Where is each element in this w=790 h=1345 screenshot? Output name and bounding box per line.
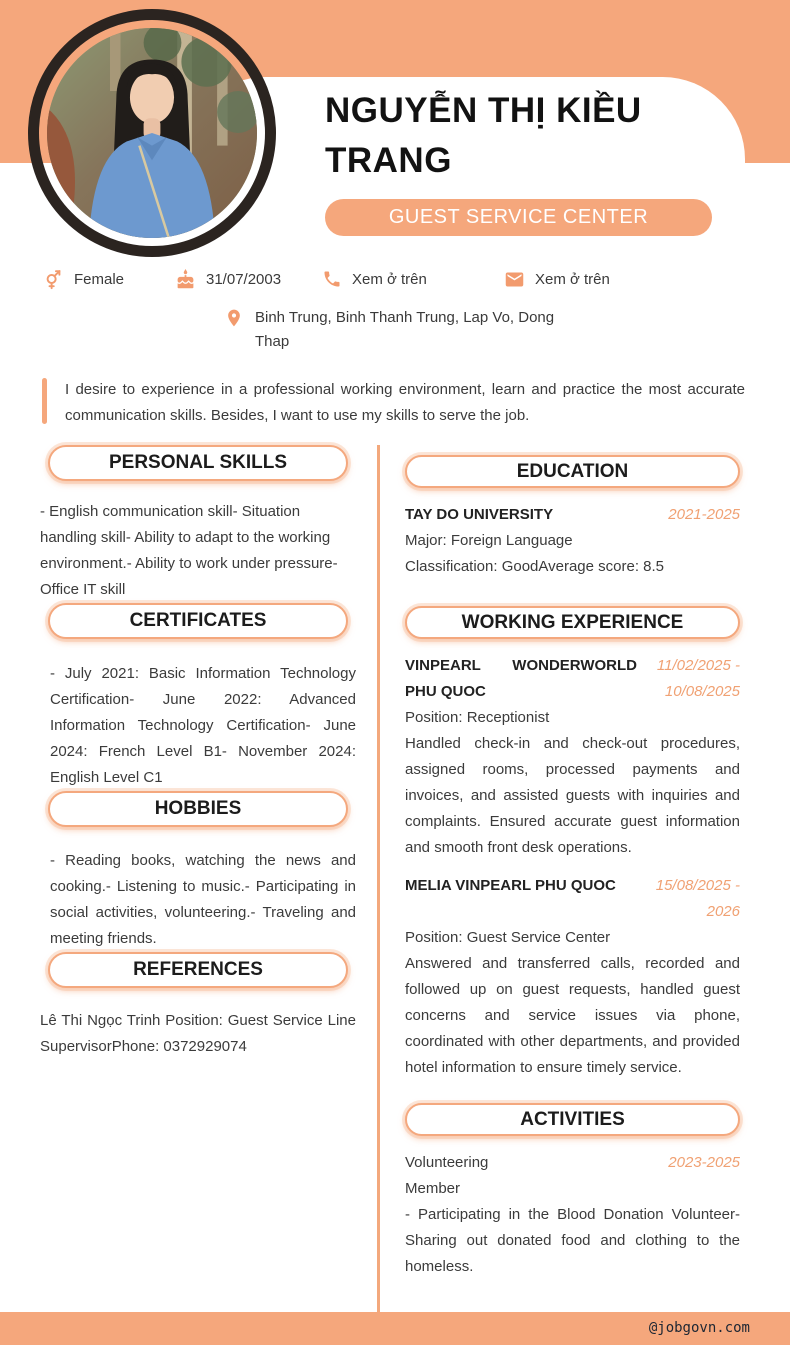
column-divider bbox=[377, 445, 380, 1312]
contact-gender bbox=[42, 267, 124, 291]
contact-phone bbox=[322, 267, 427, 291]
right-column bbox=[405, 445, 740, 1280]
activities-role: Member bbox=[405, 1180, 461, 1197]
education-classification: Classification: GoodAverage score: 8.5 bbox=[405, 558, 665, 575]
education-period: 2021-2025 bbox=[668, 506, 740, 523]
contact-birthday bbox=[175, 267, 281, 291]
experience-company: MELIA VINPEARL PHU QUOC bbox=[405, 877, 616, 894]
hobbies-body: - Reading books, watching the news and cooking.- Listening to music.- Participating in social activities, volunteering.- Traveling and meeting friends. bbox=[50, 852, 356, 947]
experience-position: Position: Receptionist bbox=[405, 709, 550, 726]
contact-address bbox=[224, 306, 564, 354]
address-label: Binh Trung, Binh Thanh Trung, Lap Vo, Dong Thap bbox=[255, 309, 555, 350]
avatar-ring bbox=[28, 9, 276, 257]
experience-company: VINPEARL WONDERWORLD PHU QUOC bbox=[405, 657, 637, 700]
left-column bbox=[40, 445, 356, 1060]
email-label: Xem ở trên bbox=[535, 270, 610, 288]
experience-entry bbox=[405, 653, 740, 705]
section-certificates-title: CERTIFICATES bbox=[48, 603, 348, 639]
contact-email bbox=[504, 267, 610, 291]
section-references-title: REFERENCES bbox=[48, 952, 348, 988]
watermark-text: @jobgovn.com bbox=[648, 1320, 750, 1336]
certificates-body: - July 2021: Basic Information Technology Certification- June 2022: Advanced Information Technology Certification- June 2024: French Level B1- November 2024: English Level C1 bbox=[50, 665, 356, 786]
objective-text: I desire to experience in a professional working environment, learn and practice the most accurate communication skills. Besides, I want to use my skills to serve the job. bbox=[65, 381, 745, 424]
section-experience-title: WORKING EXPERIENCE bbox=[405, 606, 740, 639]
experience-period: 15/08/2025 - 2026 bbox=[655, 877, 740, 920]
candidate-name: NGUYỄN THỊ KIỀU TRANG bbox=[325, 91, 642, 180]
phone-label: Xem ở trên bbox=[352, 270, 427, 288]
birthday-label: 31/07/2003 bbox=[206, 270, 282, 288]
section-hobbies-title: HOBBIES bbox=[48, 791, 348, 827]
experience-description: Handled check-in and check-out procedures, assigned rooms, processed payments and invoices, and assisted guests with inquiries and complaints. Ensured accurate guest information and smooth front desk operations. bbox=[405, 735, 740, 856]
job-title-badge: GUEST SERVICE CENTER bbox=[325, 199, 712, 236]
activities-entry bbox=[405, 1150, 740, 1176]
location-icon bbox=[224, 308, 244, 328]
footer-bar bbox=[0, 1312, 790, 1345]
section-activities-title: ACTIVITIES bbox=[405, 1103, 740, 1136]
avatar-illustration bbox=[47, 28, 257, 238]
gender-icon bbox=[42, 268, 64, 290]
references-body: Lê Thi Ngọc Trinh Position: Guest Service Line SupervisorPhone: 0372929074 bbox=[40, 1012, 356, 1055]
section-education-title: EDUCATION bbox=[405, 455, 740, 488]
experience-period: 11/02/2025 - 10/08/2025 bbox=[656, 657, 740, 700]
education-school: TAY DO UNIVERSITY bbox=[405, 506, 554, 523]
phone-icon bbox=[322, 269, 342, 289]
objective-quote-bar bbox=[42, 378, 47, 424]
activities-period: 2023-2025 bbox=[668, 1154, 740, 1171]
mail-icon bbox=[504, 269, 525, 290]
education-major: Major: Foreign Language bbox=[405, 532, 573, 549]
activities-org: Volunteering bbox=[405, 1154, 489, 1171]
experience-description: Answered and transferred calls, recorded and followed up on guest requests, handled guest concerns and service issues via phone, coordinated with other departments, and provided hotel information to ensure timely service. bbox=[405, 955, 740, 1076]
education-entry bbox=[405, 502, 740, 528]
cake-icon bbox=[175, 269, 196, 290]
activities-description: - Participating in the Blood Donation Volunteer-Sharing out donated food and clothing to the homeless. bbox=[405, 1206, 740, 1275]
gender-label: Female bbox=[74, 270, 125, 288]
avatar-photo bbox=[47, 28, 257, 238]
experience-position: Position: Guest Service Center bbox=[405, 929, 611, 946]
experience-entry bbox=[405, 873, 740, 925]
section-personal-skills-title: PERSONAL SKILLS bbox=[48, 445, 348, 481]
personal-skills-body: - English communication skill- Situation handling skill- Ability to adapt to the working environment.- Ability to work under pressure- Office IT skill bbox=[40, 503, 338, 598]
